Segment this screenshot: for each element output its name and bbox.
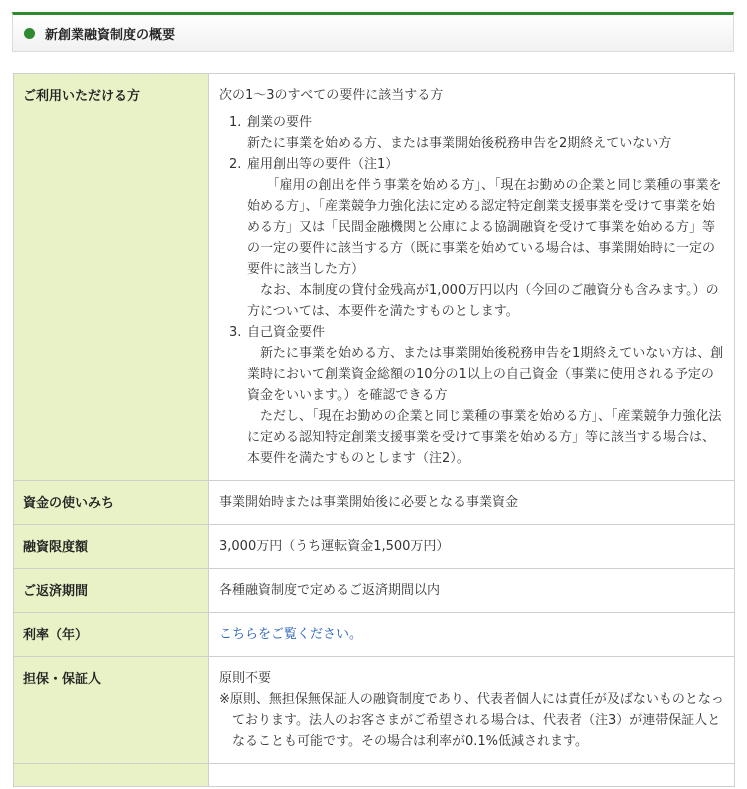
row-label-collateral: 担保・保証人 <box>14 657 209 764</box>
overview-table <box>13 73 735 787</box>
section-header <box>12 12 734 52</box>
table-row <box>14 74 735 481</box>
row-label-usage: 資金の使いみち <box>14 481 209 525</box>
requirements-list <box>219 112 724 469</box>
row-value-rate <box>209 613 735 657</box>
item-text: なお、本制度の貸付金残高が1,000万円以内（今回のご融資分も含みます。）の方については、本要件を満たすものとします。 <box>247 283 719 319</box>
row-value-eligibility <box>209 74 735 481</box>
section-title: 新創業融資制度の概要 <box>45 27 176 43</box>
item-text: 新たに事業を始める方、または事業開始後税務申告を1期終えていない方は、創業時において創業資金総額の10分の1以上の自己資金（事業に使用される予定の資金をいいます。）を確認できる方 <box>247 346 724 403</box>
item-number: 1. <box>229 115 242 130</box>
list-item <box>229 112 724 154</box>
row-label-limit: 融資限度額 <box>14 525 209 569</box>
row-value-empty <box>209 764 735 787</box>
item-text: 新たに事業を始める方、または事業開始後税務申告を2期終えていない方 <box>247 136 672 151</box>
item-title: 雇用創出等の要件（注1） <box>247 157 399 172</box>
collateral-value: 原則不要 <box>219 671 272 686</box>
table-row <box>14 657 735 764</box>
collateral-note: ※原則、無担保無保証人の融資制度であり、代表者個人には責任が及ばないものとなっております。法人のお客さまがご希望される場合は、代表者（注3）が連帯保証人となることも可能です。その場合は利率が0.1%低減されます。 <box>219 692 724 749</box>
table-row <box>14 569 735 613</box>
item-number: 3. <box>229 325 242 340</box>
row-label-repayment: ご返済期間 <box>14 569 209 613</box>
table-row <box>14 613 735 657</box>
row-value-limit: 3,000万円（うち運転資金1,500万円） <box>209 525 735 569</box>
table-row <box>14 481 735 525</box>
table-row <box>14 764 735 787</box>
bullet-icon <box>24 28 35 39</box>
list-item <box>229 154 724 322</box>
row-label-rate: 利率（年） <box>14 613 209 657</box>
item-title: 自己資金要件 <box>247 325 326 340</box>
row-label-eligibility: ご利用いただける方 <box>14 74 209 481</box>
eligibility-intro: 次の1～3のすべての要件に該当する方 <box>219 88 444 103</box>
item-number: 2. <box>229 157 242 172</box>
row-value-collateral <box>209 657 735 764</box>
rate-link[interactable]: こちらをご覧ください。 <box>219 627 363 642</box>
item-title: 創業の要件 <box>247 115 313 130</box>
row-value-usage: 事業開始時または事業開始後に必要となる事業資金 <box>209 481 735 525</box>
item-text: 「雇用の創出を伴う事業を始める方」、「現在お勤めの企業と同じ業種の事業を始める方」、「産業競争力強化法に定める認定特定創業支援事業を受けて事業を始める方」又は「民間金融機関と公庫による協調融資を受けて事業を始める方」等の一定の要件に該当する方（既に事業を始めている場合は、事業開始時に一定の要件に該当した方） <box>247 178 722 277</box>
list-item <box>229 322 724 469</box>
row-label-empty <box>14 764 209 787</box>
row-value-repayment: 各種融資制度で定めるご返済期間以内 <box>209 569 735 613</box>
item-text: ただし、「現在お勤めの企業と同じ業種の事業を始める方」、「産業競争力強化法に定める認知特定創業支援事業を受けて事業を始める方」等に該当する場合は、本要件を満たすものとします（注2）。 <box>247 409 722 466</box>
table-row <box>14 525 735 569</box>
